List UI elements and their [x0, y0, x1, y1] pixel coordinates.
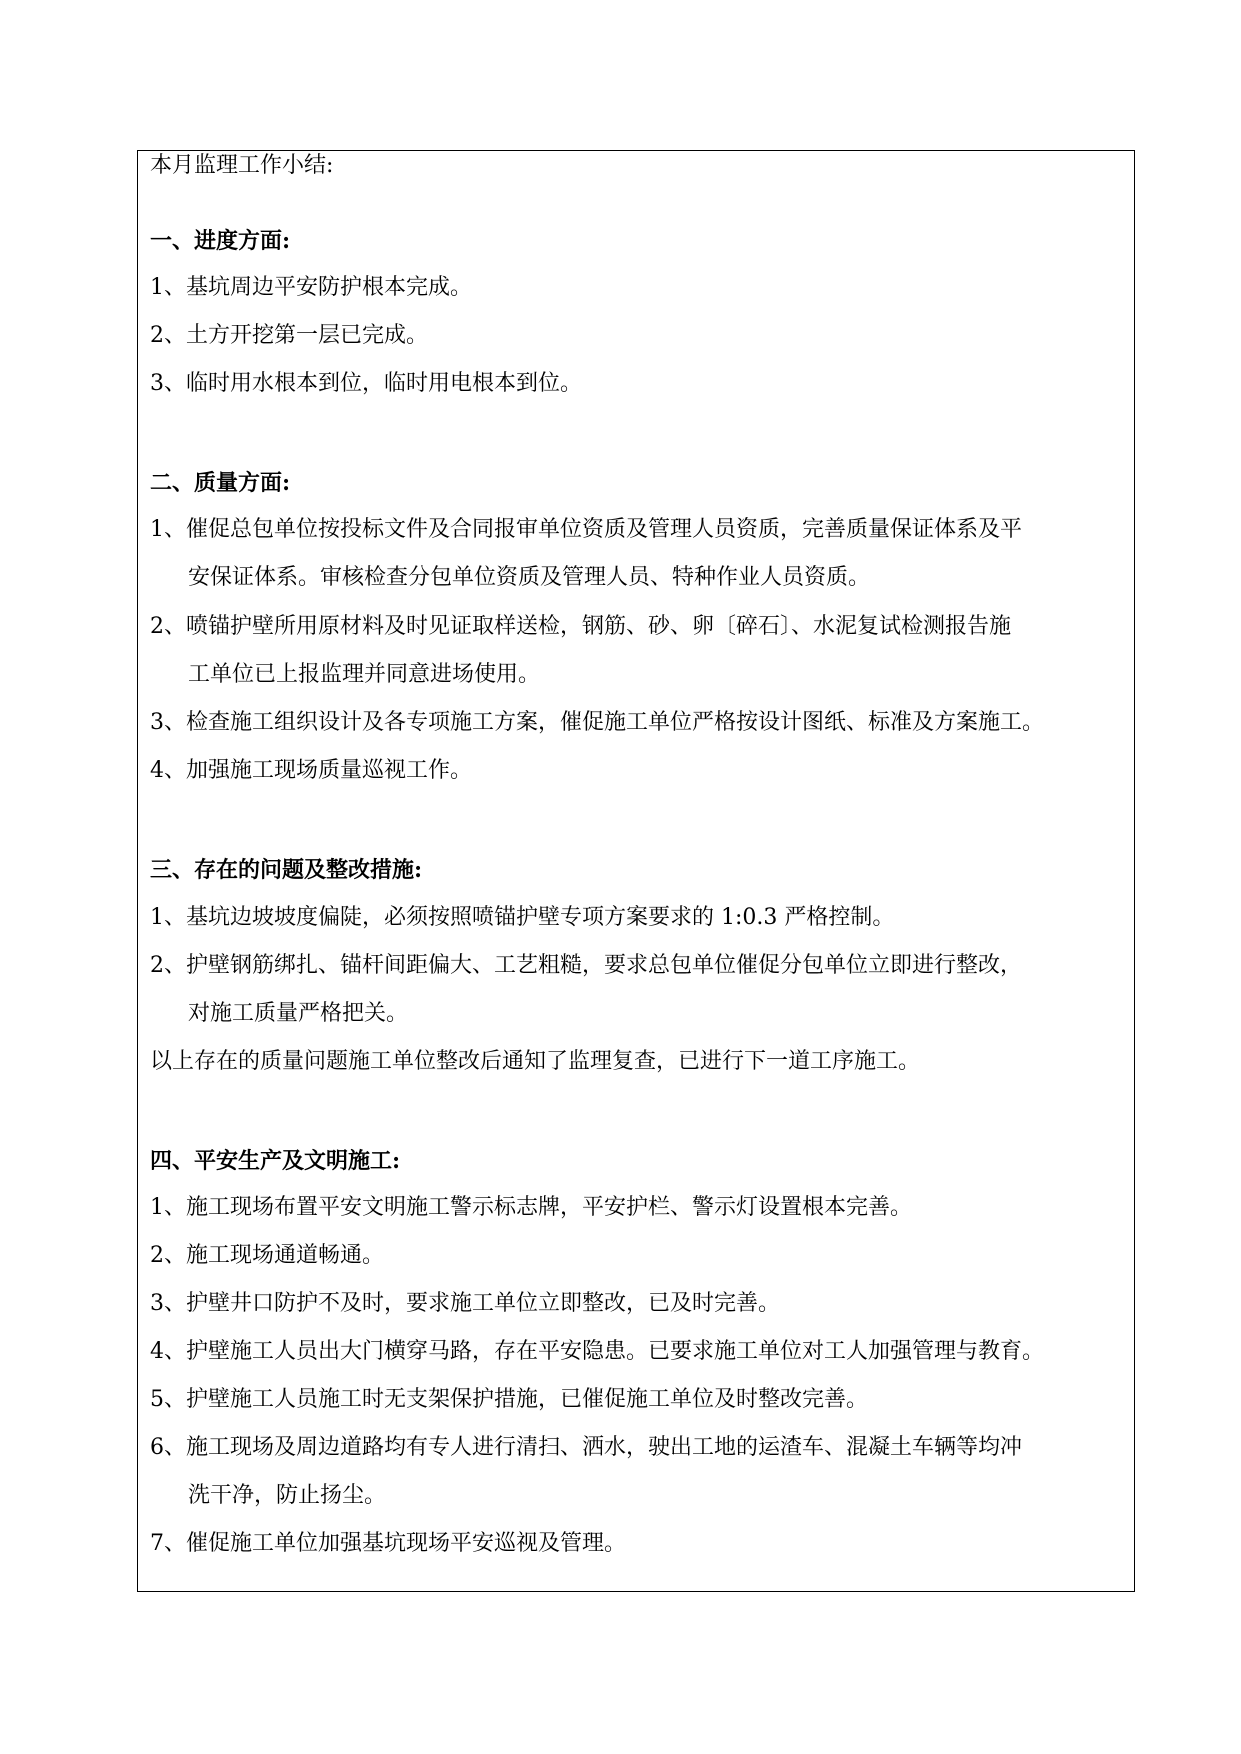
list-item: 1、基坑边坡坡度偏陡，必须按照喷锚护壁专项方案要求的 1:0.3 严格控制。 — [150, 905, 895, 930]
list-item: 6、施工现场及周边道路均有专人进行清扫、洒水，驶出工地的运渣车、混凝土车辆等均冲 — [150, 1435, 1023, 1460]
section-heading-safety: 四、平安生产及文明施工: — [150, 1148, 401, 1174]
list-item: 2、施工现场通道畅通。 — [150, 1243, 384, 1268]
list-item: 3、检查施工组织设计及各专项施工方案，催促施工单位严格按设计图纸、标准及方案施工。 — [150, 710, 1045, 735]
list-item: 3、护壁井口防护不及时，要求施工单位立即整改，已及时完善。 — [150, 1291, 780, 1316]
list-item: 3、临时用水根本到位，临时用电根本到位。 — [150, 371, 582, 396]
list-item-continuation: 洗干净，防止扬尘。 — [188, 1483, 387, 1508]
list-item: 2、护壁钢筋绑扎、锚杆间距偏大、工艺粗糙，要求总包单位催促分包单位立即进行整改， — [150, 953, 1023, 978]
summary-title: 本月监理工作小结: — [150, 153, 334, 178]
list-item: 2、喷锚护壁所用原材料及时见证取样送检，钢筋、砂、卵〔碎石〕、水泥复试检测报告施 — [150, 614, 1012, 639]
list-item: 7、催促施工单位加强基坑现场平安巡视及管理。 — [150, 1531, 626, 1556]
list-item: 1、基坑周边平安防护根本完成。 — [150, 275, 472, 300]
list-item: 以上存在的质量问题施工单位整改后通知了监理复查，已进行下一道工序施工。 — [150, 1049, 921, 1074]
list-item: 1、施工现场布置平安文明施工警示标志牌，平安护栏、警示灯设置根本完善。 — [150, 1195, 912, 1220]
list-item: 2、土方开挖第一层已完成。 — [150, 323, 428, 348]
list-item: 4、加强施工现场质量巡视工作。 — [150, 758, 472, 783]
section-heading-progress: 一、进度方面: — [150, 228, 291, 254]
list-item: 5、护壁施工人员施工时无支架保护措施，已催促施工单位及时整改完善。 — [150, 1387, 868, 1412]
section-heading-issues: 三、存在的问题及整改措施: — [150, 857, 423, 883]
list-item: 4、护壁施工人员出大门横穿马路，存在平安隐患。已要求施工单位对工人加强管理与教育。 — [150, 1339, 1045, 1364]
section-heading-quality: 二、质量方面: — [150, 470, 291, 496]
list-item-continuation: 工单位已上报监理并同意进场使用。 — [188, 662, 541, 687]
list-item: 1、催促总包单位按投标文件及合同报审单位资质及管理人员资质，完善质量保证体系及平 — [150, 517, 1023, 542]
list-item-continuation: 对施工质量严格把关。 — [188, 1001, 409, 1026]
list-item-continuation: 安保证体系。审核检查分包单位资质及管理人员、特种作业人员资质。 — [188, 565, 871, 590]
